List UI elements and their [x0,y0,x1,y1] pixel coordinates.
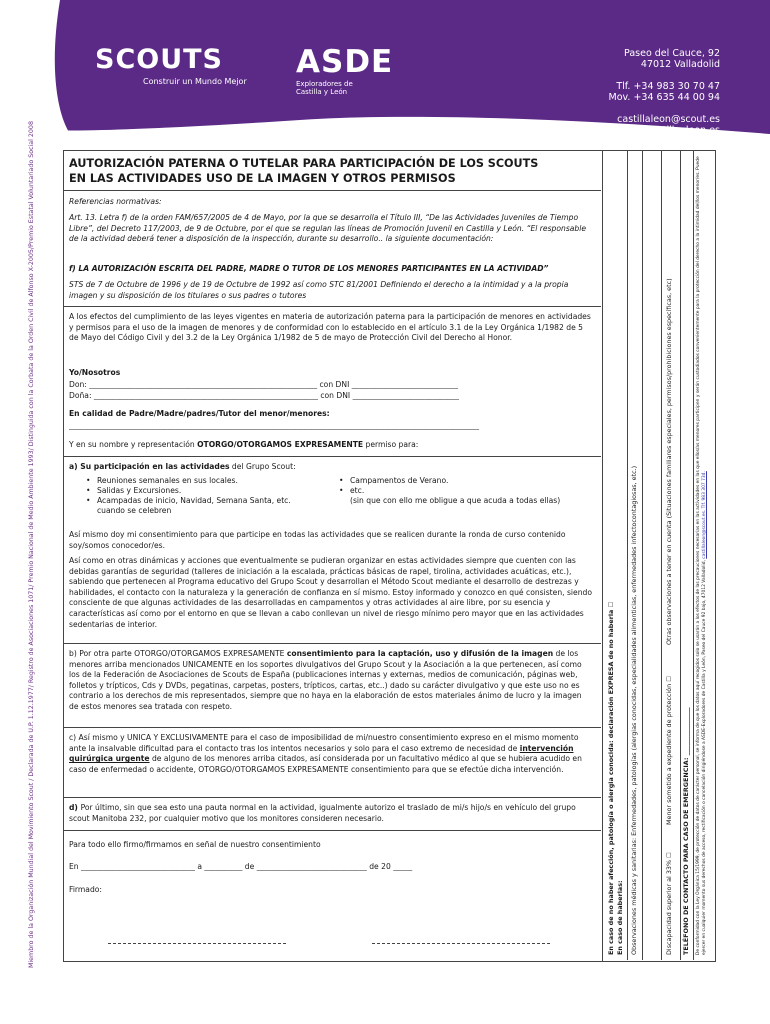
divider [63,727,601,728]
panel-divider [627,150,628,960]
section-b-pre: b) Por otra parte OTORGO/OTORGAMOS EXPRESAMENTE [69,649,287,658]
brand-name: SCOUTS [95,44,224,75]
otorgo-pre: Y en su nombre y representación [69,440,198,449]
bullet-item: • Acampadas de inicio, Navidad, Semana Santa, etc. cuando se celebren [97,496,317,516]
divider [63,306,601,307]
bullet-item: • etc. [350,486,570,496]
divider [63,456,601,457]
section-c-paragraph [69,733,592,775]
section-a-heading [69,462,592,473]
address-line-1: Paseo del Cauce, 92 [624,48,720,59]
disability-checkbox[interactable]: Discapacidad superior al 33% ☐ [665,852,673,955]
protection-checkbox[interactable]: Menor sometido a expediente de protección ☐ [665,676,673,825]
section-b-bold: consentimiento para la captación, uso y difusión de la imagen [286,649,554,658]
dona-field[interactable]: Doña: ___________________________________________________________ con DNI ____________________________ [69,391,459,400]
side-credentials: Miembro de la Organización Mundial del Movimiento Scout / Declarada de U.P. 1.12.1977/ Registro de Asociaciones 1071/ Premio Nacional de Medio Ambiente 1993/ Distinguida con la Corbata de la Orden Civil de Alfonso X-2005/Premio Estatal Voluntariado Social 2008 [28,121,35,968]
phone-line: Tlf. +34 983 30 70 47 [616,81,720,92]
address-line-2: 47012 Valladolid [640,59,720,70]
web-link[interactable]: www.soyscoutencastilleyleon.es [567,125,720,134]
section-c-bold: intervención quirúrgica urgente [69,743,574,764]
section-d-paragraph [69,803,592,824]
privacy-notice [696,155,708,955]
section-a-post: del Grupo Scout: [229,462,296,471]
other-observations-label: Otras observaciones a tener en cuenta (Situaciones familiares especiales, permisos/prohibiciones específicas, etc) [665,278,673,645]
firmado-label: Firmado: [69,885,102,894]
medical-observations-label: Observaciones médicas y sanitarias: Enfermedades, patologías (alergias conocidas, especialidades alimenticias, enfermedades infectocontagiosas, etc.) [630,465,638,955]
yo-label: Yo/Nosotros [69,368,121,377]
signature-line-2[interactable] [372,943,550,944]
section-c-pre: c) Así mismo y UNICA Y EXCLUSIVAMENTE para el caso de imposibilidad de mi/nuestro consentimiento expreso en el mismo momento ante la insalvable dificultad para el contacto tras los intentos necesarios y solo para el caso extremo de necesidad de [69,733,579,753]
signature-line-1[interactable] [108,943,286,944]
section-b-post: de los menores arriba mencionados UNICAMENTE en los soportes divulgativos del Grupo Scout y la Asociación a la que pertenecen, así como los de la Federación de Asociaciones de Scouts de España (publicaciones internas y externas, medios de comunicación, páginas web, folletos y trípticos, Cds y DVDs, pegatinas, carpetas, posters, trípticos, cartas, etc..) dado su carácter divulgativo y que este uso no es contrario a los derechos de mis representados, siempre que no haya en la elaboración de estos materiales ánimo de lucro y la imagen de estos menores sea tratada con respeto. [69,649,582,711]
fleur-de-lis-icon [0,0,32,40]
calidad-field[interactable]: ____________________________________________________________________________________________________________ [69,421,480,430]
section-d-text: Por último, sin que sea esto una pauta normal en la actividad, igualmente autorizo el traslado de mi/s hijo/s en vehículo del grupo scout Manitoba 232, por cualquier motivo que los monitores consideren necesario. [69,803,576,823]
divider [63,797,601,798]
header-banner [0,0,770,134]
section-d-letter: d) [69,803,81,812]
bullet-item: • Campamentos de Verano. [350,476,570,486]
brand-tagline: Construir un Mundo Mejor [143,77,247,86]
place-date-field[interactable]: En ______________________________ a __________ de _____________________________ de 20 _____ [69,862,413,871]
divider [63,830,601,831]
contact-block [567,48,720,134]
section-c-post: de alguno de los menores arriba citados, así considerada por un facultativo médico al que se hubiera acudido en caso de enfermedad o accidente, OTORGO/OTORGAMOS EXPRESAMENTE consentimiento para que se efectúe dicha intervención. [69,754,582,774]
refs-label: Referencias normativas: [69,197,162,206]
form-title [69,156,589,186]
emergency-phone-field[interactable]: TELÉFONO DE CONTACTO PARA CASO DE EMERGENCIA: _______________ [682,707,690,955]
intro-paragraph: A los efectos del cumplimiento de las leyes vigentes en materia de autorización paterna para la participación de menores en actividades y permisos para el uso de la imagen de menores y de conformidad con lo establecido en el artículo 3.1 de la Ley Orgánica 1/1982 de 5 de Mayo del Código Civil y del 3.2 de la Ley Orgánica 1/1982 de 5 de mayo de Protección Civil del Derecho al Honor. [69,312,591,343]
section-b-paragraph [69,649,592,713]
title-line-1: AUTORIZACIÓN PATERNA O TUTELAR PARA PARTICIPACIÓN DE LOS SCOUTS [69,157,539,170]
org-name: ASDE [296,44,394,80]
reference-1b: f) LA AUTORIZACIÓN ESCRITA DEL PADRE, MADRE O TUTOR DE LOS MENORES PARTICIPANTES EN LA ACTIVIDAD” [69,264,549,273]
panel-divider [693,150,694,960]
panel-divider [642,150,643,960]
mobile-line: Mov. +34 635 44 00 94 [608,92,720,103]
section-a-paragraph-2: Así como en otras dinámicas y acciones que eventualmente se pudieran organizar en estas actividades siempre que cuenten con las debidas garantías de seguridad (talleres de iniciación a la escalada, prácticas básicas de rapel, tirolina, actividades acuáticas, etc.), sabiendo que pertenecen al Programa educativo del Grupo Scout y desarrollan el Método Scout mediante el desarrollo de destrezas y habilidades, el contacto con la naturaleza y la generación de confianza en sí mismo. Estoy informado y conozco en qué consisten, siendo consciente de que algunas actividades de las desarrolladas en campamentos y otras actividades al aire libre, por su esencia y características así como por el entorno en que se llevan a cabo conllevan un nivel de riesgo mínimo pero mayor que en las actividades sedentarias de interior. [69,556,592,629]
no-allergy-declaration[interactable]: En caso de no haber afección, patología o alergia conocida: declaración EXPRESA de no haberla ☐ [607,601,615,955]
title-line-2: EN LAS ACTIVIDADES USO DE LA IMAGEN Y OTROS PERMISOS [69,172,456,185]
firma-intro: Para todo ello firmo/firmamos en señal de nuestro consentimiento [69,840,321,849]
privacy-text: De conformidad con la Ley Orgánica 15/1999, de protección de datos de carácter personal, se informa de que los datos aquí recogidos solo se usarán a los efectos de las precauciones necesarias en las actividades en las que ellos/as menores participen y serán custodiados convenientemente para la protección del derecho a la intimidad del/los menor/es. Puede ejercer en cualquier momento sus derechos de acceso, rectificación o cancelación dirigiéndose a ASDE-Exploradores de Castilla y León, Paseo del Cauce 92 bajo, 47012 Valladolid, [696,156,707,955]
otorgo-post: permiso para: [363,440,419,449]
don-field[interactable]: Don: ____________________________________________________________ con DNI ____________________________ [69,380,459,389]
reference-1: Art. 13. Letra f) de la orden FAM/657/2005 de 4 de Mayo, por la que se desarrolla el Título III, “De las Actividades Juveniles de Tiempo Libre”, del Decreto 117/2003, de 9 de Octubre, por el que se regulan las líneas de Promoción Juvenil en Castilla y León. “El responsable de la actividad deberá tener a disposición de la inspección, durante su desarrollo.. la siguiente documentación: [69,213,587,244]
divider [63,643,601,644]
otorgo-bold: OTORGO/OTORGAMOS EXPRESAMENTE [197,440,364,449]
otorgo-line [69,440,592,451]
section-a-letter: a) [69,462,81,471]
bullet-item: • Reuniones semanales en sus locales. [97,476,317,486]
bullet-note: (sin que con ello me obligue a que acuda a todas ellas) [350,496,561,505]
email-link[interactable]: castillaleon@scout.es [617,114,720,125]
reference-2: STS de 7 de Octubre de 1996 y de 19 de Octubre de 1992 así como STC 81/2001 Definiendo el derecho a la intimidad y a la propia imagen y su disposición de los titulares o sus padres o tutores [69,280,569,300]
panel-divider [680,150,681,960]
org-subtitle: Exploradores de Castilla y León [296,80,353,96]
if-any-label: En caso de haberlas: [616,880,624,955]
privacy-contact-link[interactable]: castillaleon@scout.es. Tlf. 983 307 734. [702,471,707,559]
section-a-paragraph-1: Así mismo doy mi consentimiento para que participe en todas las actividades que se realicen durante la ronda de curso contenido soy/somos conocedor/es. [69,530,566,550]
calidad-label: En calidad de Padre/Madre/padres/Tutor del menor/menores: [69,409,330,418]
section-a-title: Su participación en las actividades [80,462,230,471]
bullet-item: • Salidas y Excursiones. [97,486,317,496]
divider [63,190,601,191]
panel-divider [661,150,662,960]
